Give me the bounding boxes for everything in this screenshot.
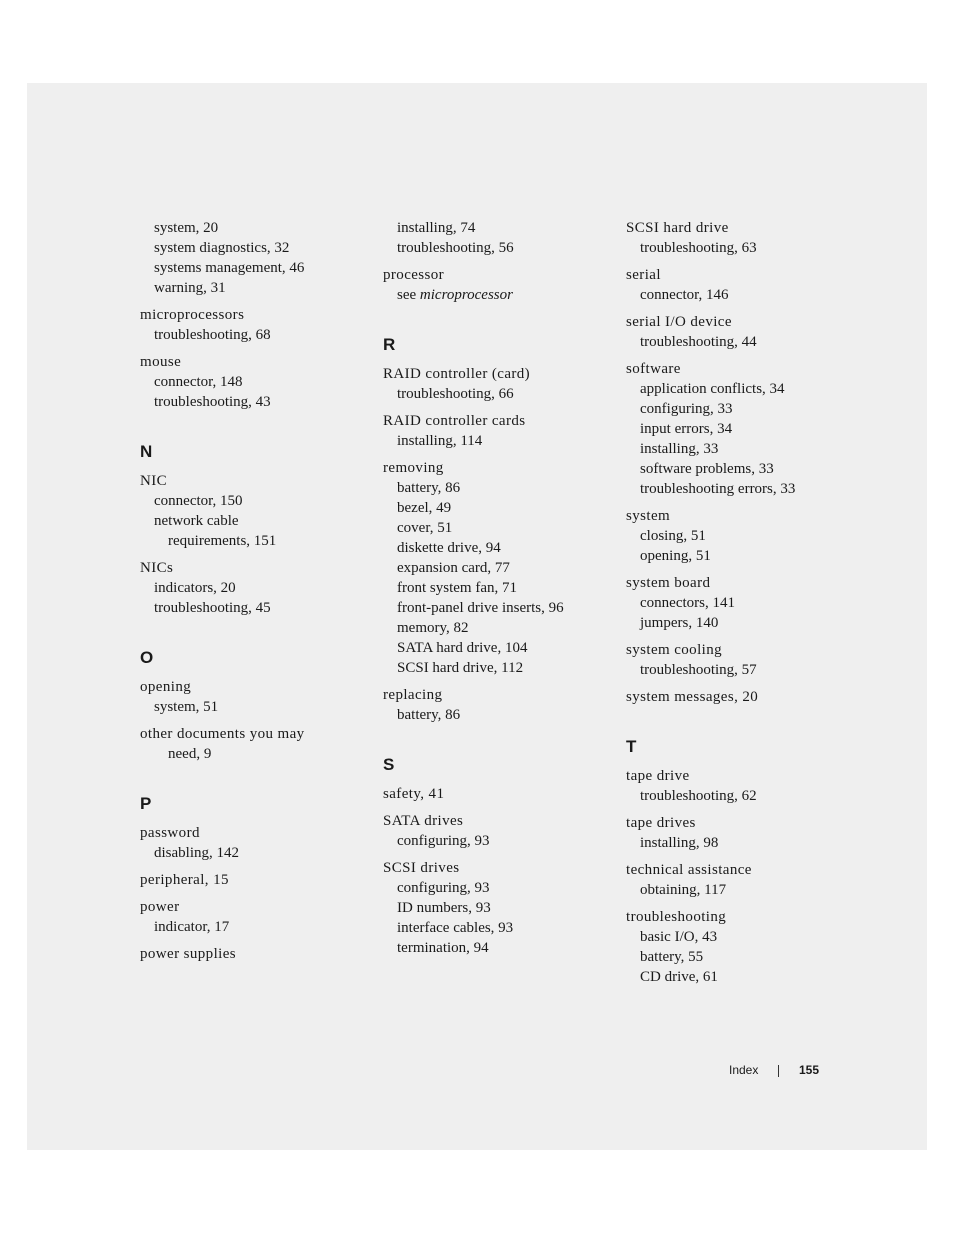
index-subentry: warning, 31	[154, 280, 226, 296]
index-subentry: battery, 86	[397, 707, 461, 723]
index-subentry: connector, 150	[154, 493, 243, 509]
index-subentry: system diagnostics, 32	[154, 240, 290, 256]
index-continuation: need, 9	[168, 746, 212, 762]
index-letter-heading: S	[383, 755, 395, 774]
index-term: other documents you may	[140, 726, 305, 742]
index-term: technical assistance	[626, 862, 752, 878]
index-term: power	[140, 899, 180, 915]
index-subentry: troubleshooting, 66	[397, 386, 514, 402]
index-term: opening	[140, 679, 192, 695]
index-subentry: indicators, 20	[154, 580, 236, 596]
index-subentry: obtaining, 117	[640, 882, 727, 898]
index-subentry: SCSI hard drive, 112	[397, 660, 524, 676]
index-subentry: memory, 82	[397, 620, 469, 636]
index-subentry: troubleshooting, 63	[640, 240, 757, 256]
index-term: RAID controller (card)	[383, 366, 531, 382]
index-subentry: front system fan, 71	[397, 580, 517, 596]
index-entry-group	[383, 858, 618, 958]
index-entry-group	[383, 218, 618, 258]
index-letter-heading: O	[140, 648, 154, 667]
index-term: NICs	[140, 560, 174, 576]
index-term: SCSI hard drive	[626, 220, 729, 236]
index-entry-group	[626, 265, 861, 305]
index-subentry: disabling, 142	[154, 845, 239, 861]
index-entry-group	[140, 677, 375, 717]
index-column-2	[383, 218, 618, 965]
index-subentry: configuring, 93	[397, 833, 490, 849]
index-term: peripheral, 15	[140, 872, 229, 888]
index-subentry: front-panel drive inserts, 96	[397, 600, 564, 616]
index-subentry: bezel, 49	[397, 500, 452, 516]
index-subentry: configuring, 93	[397, 880, 490, 896]
index-term: serial I/O device	[626, 314, 732, 330]
index-term: mouse	[140, 354, 182, 370]
index-subentry: termination, 94	[397, 940, 489, 956]
index-subentry: installing, 114	[397, 433, 483, 449]
index-subentry: interface cables, 93	[397, 920, 514, 936]
index-entry-group	[140, 724, 375, 764]
index-term: system messages, 20	[626, 689, 759, 705]
index-letter-heading: N	[140, 442, 153, 461]
index-term: processor	[383, 267, 445, 283]
index-subentry: troubleshooting errors, 33	[640, 481, 796, 497]
index-entry-group	[383, 685, 618, 725]
index-subentry: installing, 74	[397, 220, 476, 236]
index-term: removing	[383, 460, 444, 476]
index-column-1	[140, 218, 375, 971]
index-entry-group	[383, 784, 618, 804]
index-letter-heading: T	[626, 737, 637, 756]
index-entry-group	[626, 312, 861, 352]
index-subentry: configuring, 33	[640, 401, 733, 417]
index-see-reference	[383, 285, 618, 305]
index-continuation: requirements, 151	[168, 533, 277, 549]
index-subentry: troubleshooting, 56	[397, 240, 514, 256]
index-entry-group	[383, 411, 618, 451]
index-term: tape drive	[626, 768, 690, 784]
index-term: system	[626, 508, 671, 524]
index-term: software	[626, 361, 681, 377]
index-entry-group	[140, 305, 375, 345]
see-prefix: see	[397, 287, 420, 303]
index-entry-group	[140, 218, 375, 298]
index-subentry: system, 51	[154, 699, 219, 715]
footer-section-label: Index	[729, 1063, 759, 1077]
index-subentry: jumpers, 140	[640, 615, 719, 631]
index-subentry: troubleshooting, 44	[640, 334, 757, 350]
footer-separator	[778, 1065, 779, 1077]
index-entry-group	[140, 471, 375, 551]
index-term: replacing	[383, 687, 443, 703]
index-subentry: system, 20	[154, 220, 219, 236]
index-subentry: connector, 148	[154, 374, 243, 390]
index-term: SCSI drives	[383, 860, 460, 876]
index-entry-group	[140, 944, 375, 964]
index-entry-group	[626, 573, 861, 633]
index-subentry: connector, 146	[640, 287, 729, 303]
index-subentry: closing, 51	[640, 528, 706, 544]
index-subentry: basic I/O, 43	[640, 929, 718, 945]
index-term: troubleshooting	[626, 909, 727, 925]
index-entry-group	[626, 860, 861, 900]
index-entry-group	[140, 558, 375, 618]
index-letter-heading: R	[383, 335, 396, 354]
index-subentry: connectors, 141	[640, 595, 735, 611]
index-subentry: application conflicts, 34	[640, 381, 785, 397]
index-entry-group	[626, 506, 861, 566]
index-term: tape drives	[626, 815, 696, 831]
index-term: serial	[626, 267, 661, 283]
index-term: power supplies	[140, 946, 237, 962]
index-letter-heading: P	[140, 794, 152, 813]
index-entry-group	[626, 359, 861, 499]
index-entry-group	[383, 458, 618, 678]
index-subentry: CD drive, 61	[640, 969, 718, 985]
index-entry-group	[383, 364, 618, 404]
index-subentry: systems management, 46	[154, 260, 305, 276]
index-subentry: cover, 51	[397, 520, 453, 536]
see-target: microprocessor	[419, 287, 513, 303]
index-entry-group	[140, 897, 375, 937]
index-subentry: opening, 51	[640, 548, 711, 564]
index-subentry: network cable	[154, 513, 239, 529]
index-term: NIC	[140, 473, 168, 489]
index-subentry: input errors, 34	[640, 421, 733, 437]
index-subentry: expansion card, 77	[397, 560, 510, 576]
index-entry-group	[140, 823, 375, 863]
index-term: system board	[626, 575, 711, 591]
index-subentry: software problems, 33	[640, 461, 774, 477]
index-entry-group	[140, 352, 375, 412]
index-subentry: troubleshooting, 68	[154, 327, 271, 343]
index-subentry: SATA hard drive, 104	[397, 640, 528, 656]
index-subentry: troubleshooting, 43	[154, 394, 271, 410]
index-subentry: indicator, 17	[154, 919, 230, 935]
index-subentry: diskette drive, 94	[397, 540, 501, 556]
index-term: system cooling	[626, 642, 723, 658]
index-subentry: ID numbers, 93	[397, 900, 491, 916]
index-entry-group	[626, 907, 861, 987]
index-column-3	[626, 218, 861, 994]
index-subentry: installing, 33	[640, 441, 719, 457]
index-term: password	[140, 825, 200, 841]
index-subentry: troubleshooting, 62	[640, 788, 757, 804]
index-entry-group	[626, 218, 861, 258]
index-subentry: troubleshooting, 45	[154, 600, 271, 616]
index-term: RAID controller cards	[383, 413, 526, 429]
index-subentry: installing, 98	[640, 835, 719, 851]
index-entry-group	[383, 811, 618, 851]
index-entry-group	[626, 640, 861, 680]
index-subentry: battery, 86	[397, 480, 461, 496]
index-term: safety, 41	[383, 786, 445, 802]
index-entry-group	[140, 870, 375, 890]
index-entry-group	[383, 265, 618, 305]
page-number: 155	[799, 1063, 820, 1077]
index-entry-group	[626, 766, 861, 806]
index-entry-group	[626, 813, 861, 853]
index-term: SATA drives	[383, 813, 464, 829]
index-subentry: battery, 55	[640, 949, 704, 965]
index-subentry: troubleshooting, 57	[640, 662, 757, 678]
index-term: microprocessors	[140, 307, 245, 323]
index-entry-group	[626, 687, 861, 707]
